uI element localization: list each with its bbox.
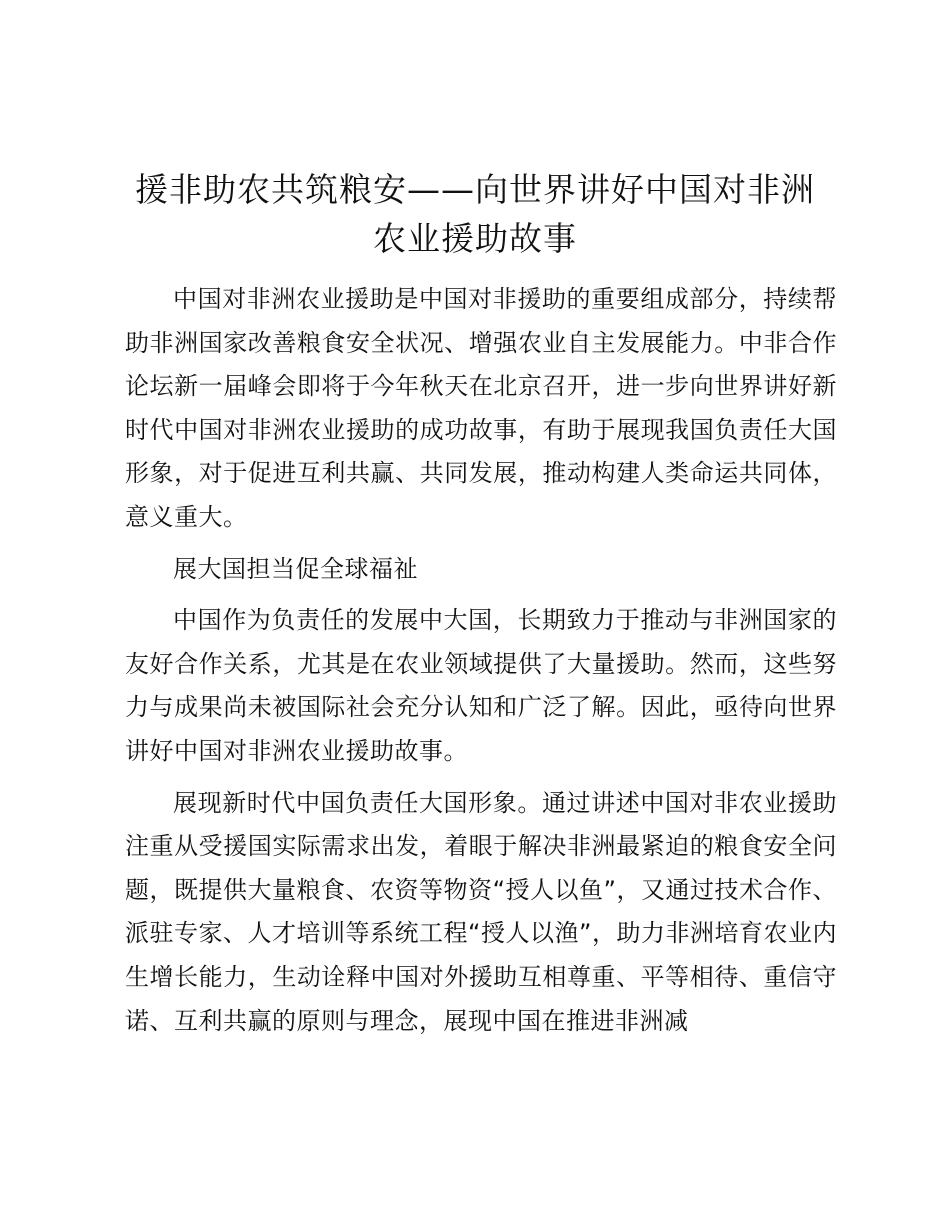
title-line-2: 农业援助故事 — [373, 219, 577, 258]
title-line-1: 援非助农共筑粮安——向世界讲好中国对非洲 — [135, 170, 815, 209]
section-heading: 展大国担当促全球福祉 — [173, 554, 418, 583]
document-body — [125, 278, 837, 1043]
paragraph-intro: 中国对非洲农业援助是中国对非援助的重要组成部分，持续帮助非洲国家改善粮食安全状况、增强农业自主发展能力。中非合作论坛新一届峰会即将于今年秋天在北京召开，进一步向世界讲好新时代中国对非洲农业援助的成功故事，有助于展现我国负责任大国形象，对于促进互利共赢、共同发展，推动构建人类命运共同体，意义重大。 — [125, 285, 837, 531]
document-title — [118, 165, 832, 263]
paragraph-body-2: 展现新时代中国负责任大国形象。通过讲述中国对非农业援助注重从受援国实际需求出发，着眼于解决非洲最紧迫的粮食安全问题，既提供大量粮食、农资等物资“授人以鱼”，又通过技术合作、派驻专家、人才培训等系统工程“授人以渔”，助力非洲培育农业内生增长能力，生动诠释中国对外援助互相尊重、平等相待、重信守诺、互利共赢的原则与理念，展现中国在推进非洲减 — [125, 788, 837, 1035]
paragraph-body-1: 中国作为负责任的发展中大国，长期致力于推动与非洲国家的友好合作关系，尤其是在农业领域提供了大量援助。然而，这些努力与成果尚未被国际社会充分认知和广泛了解。因此，亟待向世界讲好中国对非洲农业援助故事。 — [125, 606, 837, 765]
